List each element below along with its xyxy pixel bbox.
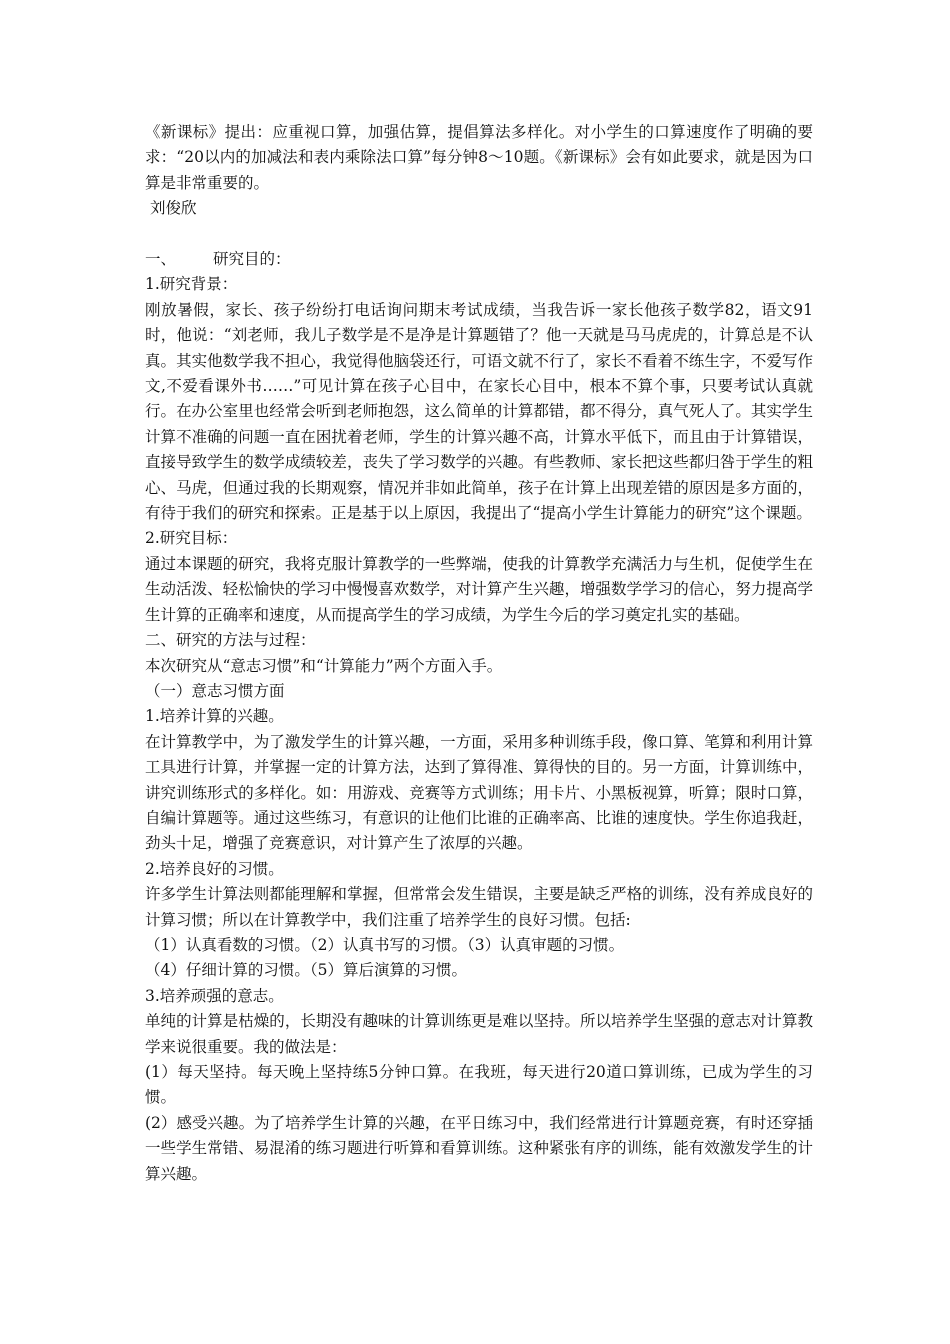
goal-paragraph: 通过本课题的研究，我将克服计算教学的一些弊端，使我的计算教学充满活力与生机，促使学生在生动活泼、轻松愉快的学习中慢慢喜欢数学，对计算产生兴趣，增强数学学习的信心，努力提高学生计算的正确率和速度，从而提高学生的学习成绩，为学生今后的学习奠定扎实的基础。 [145,554,813,624]
background-paragraph: 刚放暑假，家长、孩子纷纷打电话询问期末考试成绩，当我告诉一家长他孩子数学82，语文91时，他说：“刘老师，我儿子数学是不是净是计算题错了？他一天就是马马虎虎的，计算总是不认真。其实他数学我不担心，我觉得他脑袋还行，可语文就不行了，家长不看着不练生字，不爱写作文,不爱看课外书……”可见计算在孩子心目中，在家长心目中，根本不算个事，只要考试认真就行。在办公室里也经常会听到老师抱怨，这么简单的计算都错，都不得分，真气死人了。其实学生计算不准确的问题一直在困扰着老师，学生的计算兴趣不高，计算水平低下，而且由于计算错误，直接导致学生的数学成绩较差，丧失了学习数学的兴趣。有些教师、家长把这些都归咎于学生的粗心、马虎，但通过我的长期观察，情况并非如此简单，孩子在计算上出现差错的原因是多方面的，有待于我们的研究和探索。正是基于以上原因，我提出了“提高小学生计算能力的研究”这个课题。 [145,300,813,523]
section-title: 研究目的： [213,250,291,269]
habit-list-line: （4）仔细计算的习惯。（5）算后演算的习惯。 [145,961,467,980]
section-number: 一、 [145,250,177,269]
subsection-heading-will: （一）意志习惯方面 [145,681,285,700]
goal-heading: 2.研究目标： [145,529,238,548]
interest-heading: 1.培养计算的兴趣。 [145,707,284,726]
section-heading-purpose [145,247,813,272]
will-heading: 3.培养顽强的意志。 [145,986,284,1005]
method-paragraph: 本次研究从“意志习惯”和“计算能力”两个方面入手。 [145,656,503,675]
will-item: (2）感受兴趣。为了培养学生计算的兴趣，在平日练习中，我们经常进行计算题竞赛，有时还穿插一些学生常错、易混淆的练习题进行听算和看算训练。这种紧张有序的训练，能有效激发学生的计算兴趣。 [145,1113,813,1183]
author-name: 刘俊欣 [150,199,197,218]
will-item: (1）每天坚持。每天晚上坚持练5分钟口算。在我班，每天进行20道口算训练，已成为学生的习惯。 [145,1063,813,1107]
intro-paragraph: 《新课标》提出：应重视口算，加强估算，提倡算法多样化。对小学生的口算速度作了明确的要求：“20以内的加减法和表内乘除法口算”每分钟8～10题。《新课标》会有如此要求，就是因为口算是非常重要的。 [145,123,813,192]
background-heading: 1.研究背景： [145,275,238,294]
habit-heading: 2.培养良好的习惯。 [145,859,284,878]
habit-list-line: （1）认真看数的习惯。（2）认真书写的习惯。（3）认真审题的习惯。 [145,935,625,954]
habit-paragraph: 许多学生计算法则都能理解和掌握，但常常会发生错误，主要是缺乏严格的训练，没有养成良好的计算习惯；所以在计算教学中，我们注重了培养学生的良好习惯。包括: [145,885,813,929]
will-paragraph: 单纯的计算是枯燥的，长期没有趣味的计算训练更是难以坚持。所以培养学生坚强的意志对计算教学来说很重要。我的做法是： [145,1012,813,1056]
blank-line [145,222,813,247]
method-heading: 二、研究的方法与过程： [145,631,316,650]
document-page [145,120,813,1187]
interest-paragraph: 在计算教学中，为了激发学生的计算兴趣，一方面，采用多种训练手段，像口算、笔算和利用计算工具进行计算，并掌握一定的计算方法，达到了算得准、算得快的目的。另一方面，计算训练中，讲究训练形式的多样化。如：用游戏、竞赛等方式训练；用卡片、小黑板视算，听算；限时口算，自编计算题等。通过这些练习，有意识的让他们比谁的正确率高、比谁的速度快。学生你追我赶，劲头十足，增强了竞赛意识，对计算产生了浓厚的兴趣。 [145,732,813,853]
